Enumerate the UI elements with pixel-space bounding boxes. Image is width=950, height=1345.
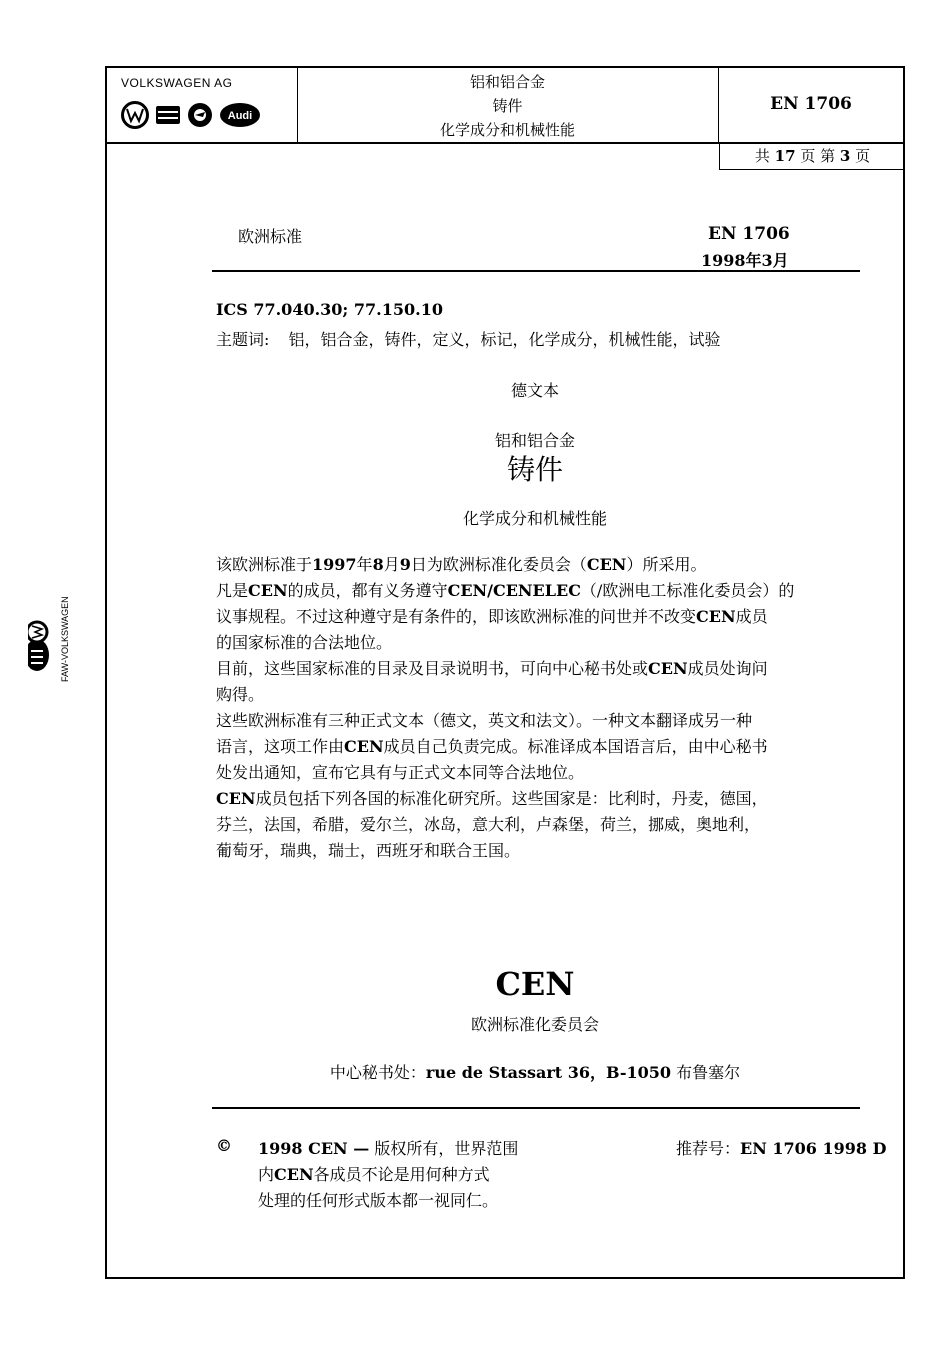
seat-logo-icon bbox=[155, 104, 181, 126]
page-indicator: 共 17 页 第 3 页 bbox=[719, 144, 905, 170]
paragraph-members: CEN成员包括下列各国的标准化研究所。这些国家是：比利时，丹麦，德国， 芬兰，法国，希腊，爱尔兰，冰岛，意大利，卢森堡，荷兰，挪威，奥地利， 葡萄牙，瑞典，瑞士，西班牙和联合王国。 bbox=[216, 789, 768, 860]
audi-logo-icon bbox=[219, 102, 261, 128]
title-small: 铝和铝合金 bbox=[494, 431, 575, 450]
copyright-notice: 1998 CEN — 版权所有，世界范围 内CEN各成员不论是用何种方式 处理的任何形式版本都一视同仁。 bbox=[258, 1139, 519, 1210]
brand-logos bbox=[121, 101, 261, 129]
header-title-cell bbox=[297, 66, 719, 142]
header-title-line1: 铝和铝合金 bbox=[469, 73, 545, 91]
reference-number: 推荐号：EN 1706 1998 D bbox=[676, 1139, 887, 1158]
svg-text:Audi: Audi bbox=[227, 110, 253, 122]
company-name: VOLKSWAGEN AG bbox=[121, 76, 233, 90]
ics-code: ICS 77.040.30; 77.150.10 bbox=[216, 300, 443, 319]
header-title-line2: 铸件 bbox=[492, 97, 523, 115]
keywords: 铝，铝合金，铸件，定义，标记，化学成分，机械性能，试验 bbox=[288, 330, 721, 349]
std-label: 欧洲标准 bbox=[238, 227, 303, 246]
cen-full-name: 欧洲标准化委员会 bbox=[470, 1015, 599, 1034]
faw-vw-side-logo bbox=[28, 588, 74, 683]
skoda-logo-icon bbox=[187, 102, 213, 128]
header-doc-number: EN 1706 bbox=[770, 94, 852, 114]
divider-top bbox=[212, 270, 860, 272]
std-date: 1998年3月 bbox=[701, 251, 789, 270]
company-logo-cell bbox=[105, 66, 298, 142]
divider-bottom bbox=[212, 1107, 860, 1109]
keywords-label: 主题词: bbox=[216, 330, 270, 349]
body-text bbox=[216, 552, 896, 864]
keywords-line bbox=[216, 327, 721, 350]
paragraph-versions: 这些欧洲标准有三种正式文本（德文，英文和法文）。一种文本翻译成另一种 语言，这项工作由CEN成员自己负责完成。标准译成本国语言后，由中心秘书 处发出通知，宣布它具有与正式文本同等合法地位。 bbox=[216, 711, 768, 782]
document-header bbox=[105, 66, 905, 144]
vw-logo-icon bbox=[121, 101, 149, 129]
copyright-symbol: © bbox=[216, 1136, 232, 1155]
paragraph-adoption: 该欧洲标准于1997年8月9日为欧洲标准化委员会（CEN）所采用。 bbox=[216, 555, 707, 574]
title-big: 铸件 bbox=[506, 453, 563, 486]
version-label: 德文本 bbox=[510, 381, 559, 400]
paragraph-obligation: 凡是CEN的成员，都有义务遵守CEN/CENELEC（/欧洲电工标准化委员会）的 议事规程。不过这种遵守是有条件的，即该欧洲标准的问世并不改变CEN成员 的国家标准的合法地位。 bbox=[216, 581, 795, 652]
subtitle: 化学成分和机械性能 bbox=[462, 509, 607, 528]
cen-acronym: CEN bbox=[495, 965, 575, 1003]
std-number: EN 1706 bbox=[708, 224, 790, 244]
header-title-line3: 化学成分和机械性能 bbox=[439, 121, 575, 139]
svg-text:FAW-VOLKSWAGEN: FAW-VOLKSWAGEN bbox=[60, 596, 70, 682]
faw-vw-logo-icon bbox=[28, 588, 74, 683]
paragraph-catalog: 目前，这些国家标准的目录及目录说明书，可向中心秘书处或CEN成员处询问 购得。 bbox=[216, 659, 768, 704]
secretariat-address: 中心秘书处：rue de Stassart 36，B-1050 布鲁塞尔 bbox=[329, 1063, 741, 1082]
